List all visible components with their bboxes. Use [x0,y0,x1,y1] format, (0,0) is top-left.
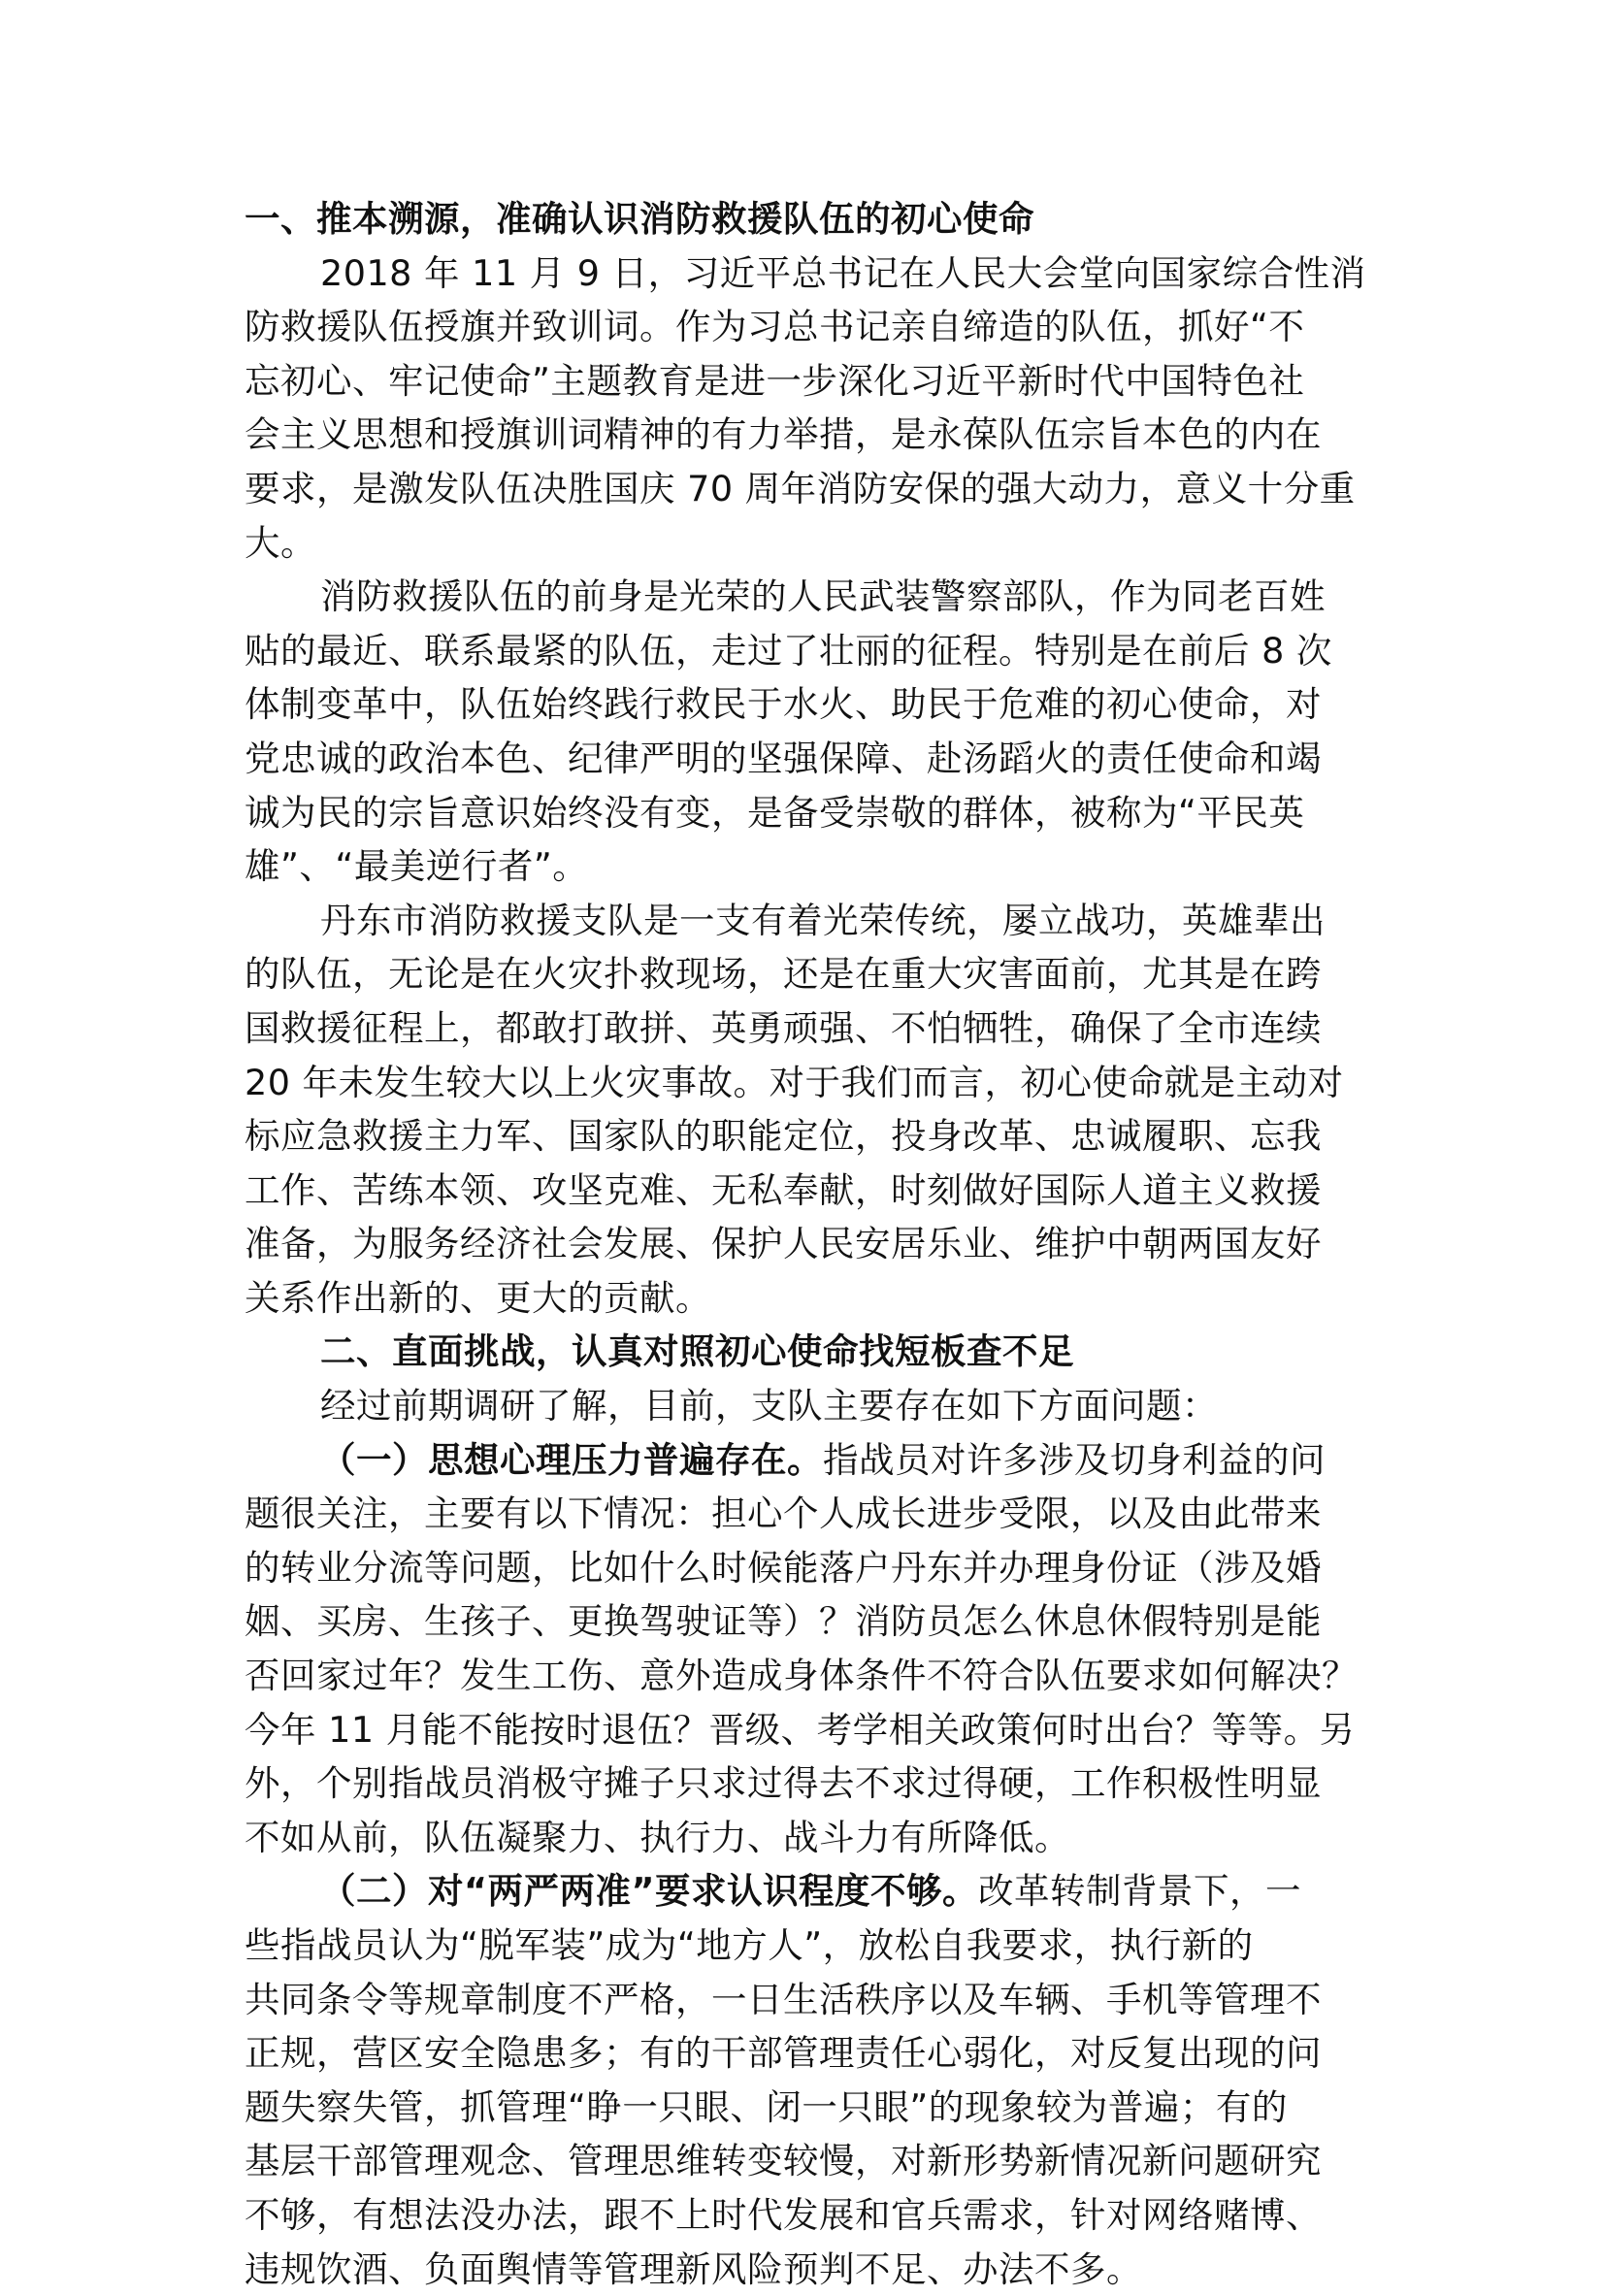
text-line [245,516,1351,571]
body-text: 经过前期调研了解，目前，支队主要存在如下方面问题： [320,1385,1218,1427]
text-line [245,570,1351,624]
body-text: 外，个别指战员消极守摊子只求过得去不求过得硬，工作积极性明显 [245,1762,1322,1805]
body-text: 违规饮酒、负面舆情等管理新风险预判不足、办法不多。 [245,2247,1142,2290]
body-text: 丹东市消防救援支队是一支有着光荣传统，屡立战功，英雄辈出 [320,899,1326,941]
text-line [245,732,1351,786]
text-line [245,1919,1351,1973]
text-line [245,624,1351,678]
body-text: 会主义思想和授旗训词精神的有力举措，是永葆队伍宗旨本色的内在 [245,413,1322,456]
body-text: 题失察失管，抓管理“睁一只眼、闭一只眼”的现象较为普遍；有的 [245,2085,1288,2128]
text-line [245,408,1351,462]
bold-text: （一）思想心理压力普遍存在。 [320,1438,823,1481]
body-text: 指战员对许多涉及切身利益的问 [823,1438,1326,1481]
text-line [245,1217,1351,1271]
text-line [245,1649,1358,1703]
text-line [245,462,1356,516]
body-text: 诚为民的宗旨意识始终没有变，是备受崇敬的群体，被称为“平民英 [245,791,1305,834]
text-line [245,192,1351,246]
body-text: 些指战员认为“脱军装”成为“地方人”，放松自我要求，执行新的 [245,1924,1254,1966]
text-line [245,1864,1351,1919]
body-text: 否回家过年？发生工伤、意外造成身体条件不符合队伍要求如何解决？ [245,1655,1358,1697]
text-line [245,1433,1351,1488]
text-line [245,2243,1351,2296]
document-page [245,192,1366,2296]
body-text: 不够，有想法没办法，跟不上时代发展和官兵需求，针对网络赌博、 [245,2193,1322,2236]
text-line [245,894,1351,948]
body-text: 党忠诚的政治本色、纪律严明的坚强保障、赴汤蹈火的责任使命和竭 [245,737,1322,779]
bold-text: （二）对“两严两准”要求认识程度不够。 [320,1870,978,1913]
text-line [245,1811,1351,1865]
body-text: 消防救援队伍的前身是光荣的人民武装警察部队，作为同老百姓 [320,575,1326,618]
text-line [245,2134,1351,2188]
text-line [245,300,1351,354]
body-text: 防救援队伍授旗并致训词。作为习总书记亲自缔造的队伍，抓好“不 [245,306,1305,348]
text-line [245,2026,1351,2081]
text-line [245,1973,1351,2027]
body-text: 关系作出新的、更大的贡献。 [245,1276,711,1319]
body-text: 要求，是激发队伍决胜国庆 70 周年消防安保的强大动力，意义十分重 [245,467,1356,509]
body-text: 2018 年 11 月 9 日，习近平总书记在人民大会堂向国家综合性消 [320,251,1366,294]
body-text: 的转业分流等问题，比如什么时候能落户丹东并办理身份证（涉及婚 [245,1546,1322,1589]
body-text: 共同条令等规章制度不严格，一日生活秩序以及车辆、手机等管理不 [245,1978,1322,2020]
text-line [245,786,1351,840]
text-line [245,354,1351,409]
body-text: 大。 [245,521,316,564]
body-text: 20 年未发生较大以上火灾事故。对于我们而言，初心使命就是主动对 [245,1061,1344,1103]
text-line [245,1541,1351,1595]
text-line [245,1379,1351,1433]
body-text: 题很关注，主要有以下情况：担心个人成长进步受限，以及由此带来 [245,1492,1322,1535]
text-line [245,1703,1356,1757]
body-text: 工作、苦练本领、攻坚克难、无私奉献，时刻做好国际人道主义救援 [245,1168,1322,1211]
text-line [245,2188,1351,2243]
body-text: 贴的最近、联系最紧的队伍，走过了壮丽的征程。特别是在前后 8 次 [245,629,1332,672]
text-line [245,1594,1351,1649]
text-line [245,1271,1351,1326]
bold-text: 二、直面挑战，认真对照初心使命找短板查不足 [320,1330,1074,1373]
bold-text: 一、推本溯源，准确认识消防救援队伍的初心使命 [245,198,1034,240]
text-line [245,1001,1351,1056]
body-text: 改革转制背景下，一 [977,1870,1301,1913]
body-text: 国救援征程上，都敢打敢拼、英勇顽强、不怕牺牲，确保了全市连续 [245,1006,1322,1049]
text-line [245,1109,1351,1164]
text-line [245,2081,1351,2135]
text-line [245,947,1351,1001]
body-text: 准备，为服务经济社会发展、保护人民安居乐业、维护中朝两国友好 [245,1223,1322,1265]
body-text: 姻、买房、生孩子、更换驾驶证等）？消防员怎么休息休假特别是能 [245,1600,1322,1643]
text-line [245,246,1366,301]
body-text: 正规，营区安全隐患多；有的干部管理责任心弱化，对反复出现的问 [245,2032,1322,2075]
body-text: 的队伍，无论是在火灾扑救现场，还是在重大灾害面前，尤其是在跨 [245,953,1322,996]
text-line [245,1325,1351,1379]
body-text: 不如从前，队伍凝聚力、执行力、战斗力有所降低。 [245,1816,1070,1858]
text-line [245,1487,1351,1541]
body-text: 忘初心、牢记使命”主题教育是进一步深化习近平新时代中国特色社 [245,359,1305,402]
body-text: 今年 11 月能不能按时退伍？晋级、考学相关政策何时出台？等等。另 [245,1708,1356,1751]
text-line [245,1756,1351,1811]
text-line [245,677,1351,732]
body-text: 基层干部管理观念、管理思维转变较慢，对新形势新情况新问题研究 [245,2140,1322,2182]
body-text: 体制变革中，队伍始终践行救民于水火、助民于危难的初心使命，对 [245,683,1322,726]
body-text: 标应急救援主力军、国家队的职能定位，投身改革、忠诚履职、忘我 [245,1115,1322,1158]
text-line [245,1164,1351,1218]
body-text: 雄”、“最美逆行者”。 [245,845,589,888]
text-line [245,839,1351,894]
text-line [245,1056,1351,1110]
